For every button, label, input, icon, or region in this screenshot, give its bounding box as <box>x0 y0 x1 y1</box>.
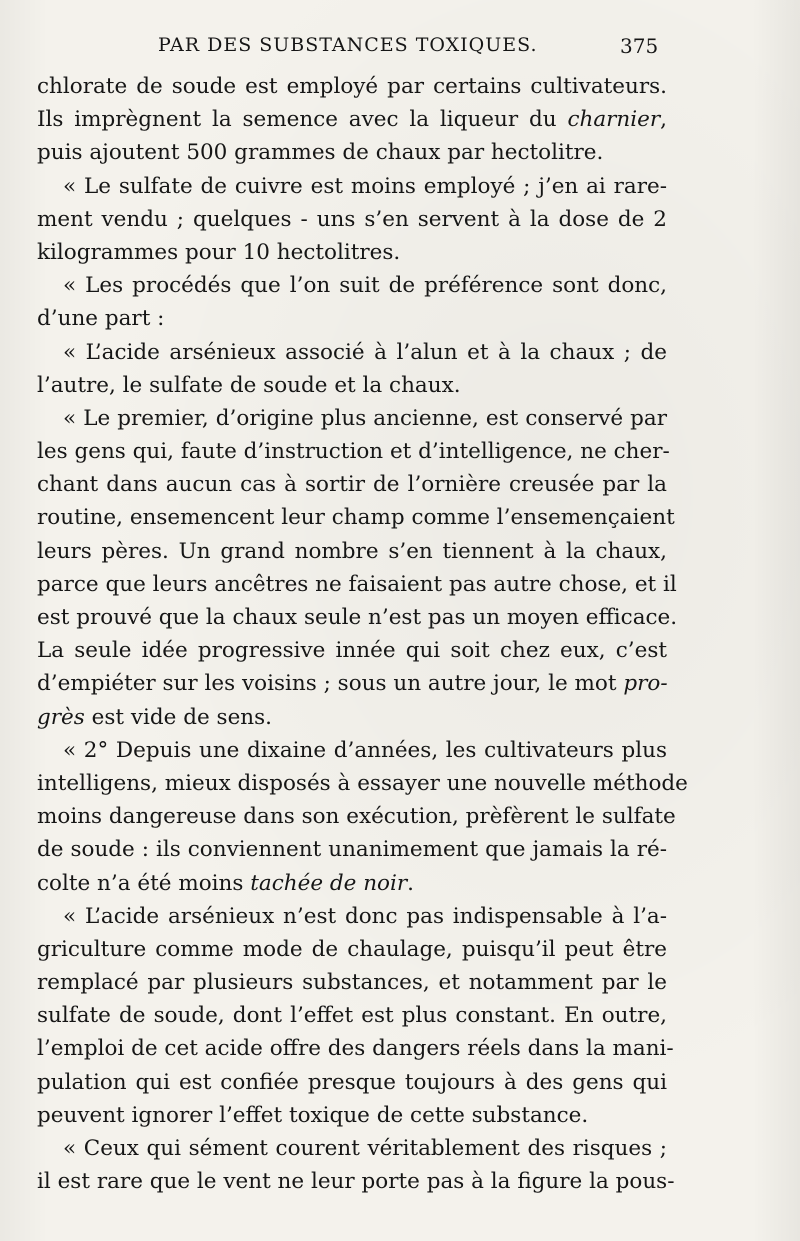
text-segment: . <box>407 870 414 896</box>
text-line <box>37 634 667 667</box>
text-line <box>37 170 667 203</box>
text-segment: est prouvé que la chaux seule n’est pas un moyen efficace. <box>37 605 678 630</box>
text-line <box>37 369 667 402</box>
text-segment: « L’acide arsénieux associé à l’alun et à la chaux ; de <box>63 339 667 365</box>
text-segment: d’une part : <box>37 306 165 332</box>
text-segment: « 2° Depuis une dixaine d’années, les cultivateurs plus <box>63 737 667 763</box>
text-segment: leurs pères. Un grand nombre s’en tiennent à la chaux, <box>37 538 667 564</box>
text-line <box>37 966 667 999</box>
text-line <box>37 435 670 468</box>
text-segment: l’emploi de cet acide offre des dangers réels dans la mani- <box>37 1036 674 1062</box>
italic-text: tachée de noir <box>250 870 408 896</box>
text-segment: parce que leurs ancêtres ne faisaient pas autre chose, et il <box>37 571 677 597</box>
text-segment: l’autre, le sulfate de soude et la chaux. <box>37 372 461 398</box>
text-line <box>37 1066 667 1099</box>
text-segment: remplacé par plusieurs substances, et notamment par le <box>37 970 667 996</box>
text-line <box>37 203 667 236</box>
text-segment: de soude : ils conviennent unanimement que jamais la ré- <box>37 837 667 863</box>
text-segment: pulation qui est confiée presque toujours à des gens qui <box>37 1069 667 1095</box>
italic-text: charnier <box>567 107 661 133</box>
text-segment: « L’acide arsénieux n’est donc pas indispensable à l’a- <box>63 903 667 929</box>
text-line <box>37 701 667 734</box>
text-line <box>37 1032 674 1065</box>
text-line <box>37 601 678 634</box>
italic-text: pro- <box>623 671 668 697</box>
text-line <box>37 833 667 866</box>
text-line <box>37 402 667 435</box>
text-line <box>37 767 688 800</box>
text-segment: peuvent ignorer l’effet toxique de cette substance. <box>37 1102 589 1128</box>
text-line <box>37 269 667 302</box>
text-segment: colte n’a été moins <box>37 870 251 896</box>
text-segment: il est rare que le vent ne leur porte pas à la figure la pous- <box>37 1169 675 1195</box>
text-line <box>37 900 667 933</box>
text-segment: griculture comme mode de chaulage, puisqu’il peut être <box>37 936 667 962</box>
text-line <box>37 867 667 900</box>
text-segment: chant dans aucun cas à sortir de l’ornière creusée par la <box>37 472 667 498</box>
text-segment: « Ceux qui sément courent véritablement des risques ; <box>63 1136 667 1161</box>
page-header <box>0 34 800 64</box>
text-line <box>37 933 667 966</box>
text-line <box>37 734 667 767</box>
text-line <box>37 1165 675 1198</box>
text-segment: sulfate de soude, dont l’effet est plus constant. En outre, <box>37 1003 667 1029</box>
text-segment: « Le sulfate de cuivre est moins employé ; j’en ai rare- <box>63 173 667 199</box>
text-segment: kilogrammes pour 10 hectolitres. <box>37 239 401 265</box>
text-segment: routine, ensemencent leur champ comme l’ensemençaient <box>37 505 675 531</box>
text-segment: d’empiéter sur les voisins ; sous un autre jour, le mot <box>37 671 624 697</box>
text-line <box>37 103 667 136</box>
body-text <box>37 70 688 1198</box>
text-segment: les gens qui, faute d’instruction et d’intelligence, ne cher- <box>37 439 670 465</box>
text-line <box>37 468 667 501</box>
text-line <box>37 336 667 369</box>
page-number: 375 <box>620 34 659 58</box>
text-segment: « Le premier, d’origine plus ancienne, est conservé par <box>63 405 667 431</box>
text-line <box>37 568 677 601</box>
text-segment: Ils imprègnent la semence avec la liqueur du <box>37 107 568 133</box>
text-line <box>37 70 667 103</box>
text-line <box>37 236 667 269</box>
text-segment: « Les procédés que l’on suit de préférence sont donc, <box>63 273 667 299</box>
text-line <box>37 136 667 169</box>
text-line <box>37 1132 667 1165</box>
running-title: PAR DES SUBSTANCES TOXIQUES. <box>158 34 538 56</box>
text-line <box>37 1099 667 1132</box>
text-segment: ment vendu ; quelques - uns s’en servent à la dose de 2 <box>37 206 667 232</box>
text-segment: puis ajoutent 500 grammes de chaux par hectolitre. <box>37 140 604 166</box>
text-segment: est vide de sens. <box>84 704 273 730</box>
text-segment: intelligens, mieux disposés à essayer une nouvelle méthode <box>37 770 688 796</box>
text-line <box>37 501 675 534</box>
text-line <box>37 800 676 833</box>
text-segment: chlorate de soude est employé par certains cultivateurs. <box>37 74 667 99</box>
text-segment: , <box>660 107 667 133</box>
text-line <box>37 302 667 335</box>
text-line <box>37 667 667 700</box>
italic-text: grès <box>37 704 85 730</box>
text-line <box>37 999 667 1032</box>
text-line <box>37 535 667 568</box>
text-segment: moins dangereuse dans son exécution, prèfèrent le sulfate <box>37 804 676 830</box>
text-segment: La seule idée progressive innée qui soit chez eux, c’est <box>37 638 667 664</box>
